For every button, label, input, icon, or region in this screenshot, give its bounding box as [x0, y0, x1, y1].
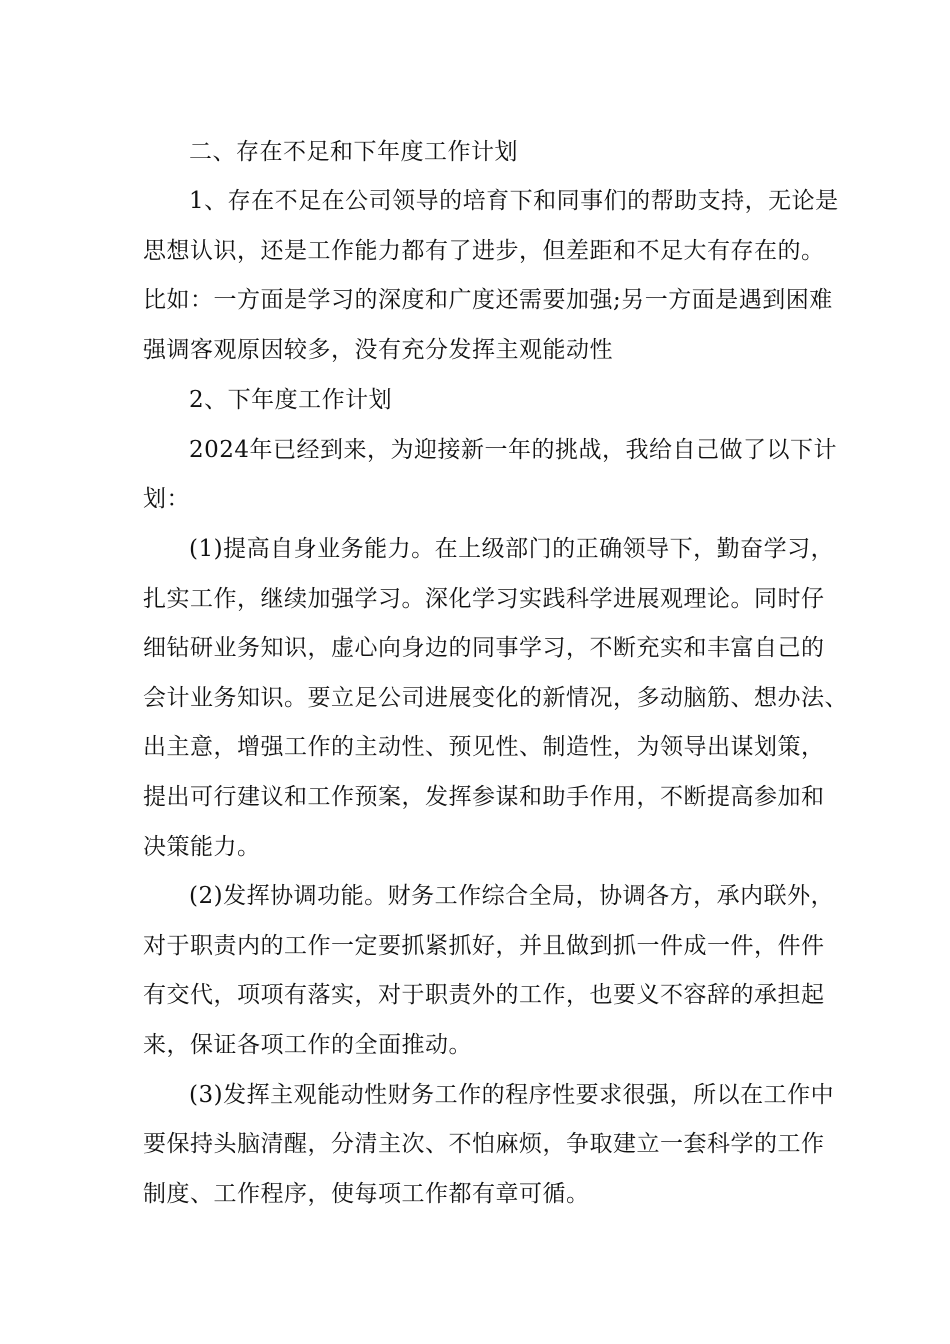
section-heading [0, 132, 950, 172]
paragraph-line [0, 628, 950, 668]
paragraph-line [0, 579, 950, 619]
text-line: 划： [143, 486, 190, 512]
text-line: 2024年已经到来，为迎接新一年的挑战，我给自己做了以下计 [189, 437, 838, 463]
paragraph-line [0, 330, 950, 370]
text-line: 来，保证各项工作的全面推动。 [143, 1032, 472, 1058]
paragraph-line [0, 876, 950, 916]
paragraph-line [0, 1075, 950, 1115]
paragraph-line [0, 1124, 950, 1164]
text-line: 扎实工作，继续加强学习。深化学习实践科学进展观理论。同时仔 [143, 586, 825, 612]
paragraph-line [0, 727, 950, 767]
paragraph-line [0, 529, 950, 569]
text-line: 要保持头脑清醒，分清主次、不怕麻烦，争取建立一套科学的工作 [143, 1131, 825, 1157]
text-line: 1、存在不足在公司领导的培育下和同事们的帮助支持，无论是 [189, 188, 839, 214]
text-line: 出主意，增强工作的主动性、预见性、制造性，为领导出谋划策， [143, 734, 825, 760]
paragraph-line [0, 777, 950, 817]
text-line: (3)发挥主观能动性财务工作的程序性要求很强，所以在工作中 [189, 1082, 835, 1108]
paragraph-line [0, 280, 950, 320]
text-line: 有交代，项项有落实，对于职责外的工作，也要义不容辞的承担起 [143, 982, 825, 1008]
paragraph-line [0, 430, 950, 470]
paragraph-line [0, 231, 950, 271]
text-line: 对于职责内的工作一定要抓紧抓好，并且做到抓一件成一件，件件 [143, 933, 825, 959]
text-line: (1)提高自身业务能力。在上级部门的正确领导下，勤奋学习， [189, 536, 835, 562]
paragraph-line [0, 926, 950, 966]
text-line: 决策能力。 [143, 834, 261, 860]
text-line: 二、存在不足和下年度工作计划 [189, 139, 518, 165]
paragraph-line [0, 1025, 950, 1065]
text-line: 思想认识，还是工作能力都有了进步，但差距和不足大有存在的。 [143, 238, 825, 264]
text-line: 会计业务知识。要立足公司进展变化的新情况，多动脑筋、想办法、 [143, 685, 848, 711]
text-line: (2)发挥协调功能。财务工作综合全局，协调各方，承内联外， [189, 883, 835, 909]
text-line: 2、下年度工作计划 [189, 387, 393, 413]
paragraph-line [0, 975, 950, 1015]
paragraph-line [0, 827, 950, 867]
paragraph-line [0, 181, 950, 221]
text-line: 制度、工作程序，使每项工作都有章可循。 [143, 1181, 590, 1207]
paragraph-line [0, 678, 950, 718]
text-line: 强调客观原因较多，没有充分发挥主观能动性 [143, 337, 613, 363]
subsection-heading [0, 380, 950, 420]
text-line: 提出可行建议和工作预案，发挥参谋和助手作用，不断提高参加和 [143, 784, 825, 810]
paragraph-line [0, 479, 950, 519]
text-line: 细钻研业务知识，虚心向身边的同事学习，不断充实和丰富自己的 [143, 635, 825, 661]
text-line: 比如：一方面是学习的深度和广度还需要加强;另一方面是遇到困难 [143, 287, 833, 313]
paragraph-line [0, 1174, 950, 1214]
